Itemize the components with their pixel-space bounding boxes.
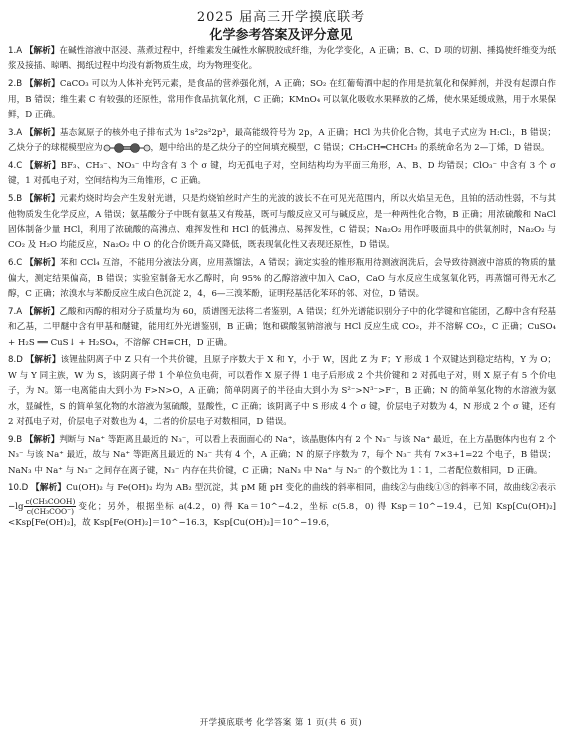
answer-text: 苯和 CCl₄ 互溶，不能用分液法分离，应用蒸馏法，A 错误；滴定实验的锥形瓶用待测液润洗后，会导致待测液中溶质的物质的量偏大，测定结果偏高，B 错误；实验室制备无水乙醇时，向 95% 的乙醇溶液中加入 CaO，CaO 与水反应生成氢氧化钙，再蒸馏可得无水乙醇，C 正确；浓溴水与苯酚反应生成白色沉淀 2，4，6—三溴苯酚，证明羟基活化苯环的邻、对位，D 错误。 — [8, 258, 556, 300]
answer-item-6 — [8, 256, 556, 302]
answer-number: 1.A — [8, 46, 23, 56]
fraction-denominator: c(CH₃COO⁻) — [26, 506, 75, 516]
page-subtitle: 化学参考答案及评分意见 — [209, 28, 353, 43]
answer-number: 2.B — [8, 79, 23, 90]
concentration-ratio-fraction — [24, 497, 76, 516]
answer-number: 9.B — [8, 434, 23, 445]
analysis-tag: 【解析】 — [24, 127, 60, 138]
analysis-tag: 【解析】 — [25, 161, 61, 172]
acetylene-ball-stick-model-icon — [103, 142, 151, 154]
answer-item-5 — [8, 192, 556, 254]
page-title: 2025 届高三开学摸底联考 — [196, 10, 366, 25]
answer-number: 7.A — [8, 306, 23, 317]
answer-number: 4.C — [8, 161, 23, 172]
answer-number: 6.C — [8, 258, 23, 269]
answer-item-4 — [8, 159, 556, 190]
answer-text: 判断与 Na⁺ 等距离且最近的 N₃⁻，可以看上表面面心的 Na⁺，该晶胞体内有 2 个 N₃⁻ 与该 Na⁺ 最近，在上方晶胞体内也有 2 个 N₃⁻ 与该 Na⁺ 最近，故与 Na⁺ 等距离且最近的 N₃⁻ 共有 4 个，A 正确；N 的原子序数为 7，每个 N₃⁻ 共有 7×3+1=22 个电子，B 错误；NaN₃ 中 Na⁺ 与 N₃⁻ 之间存在离子键，N₃⁻ 内存在共价键，C 正确；NaN₃ 中 Na⁺ 与 N₃⁻ 的个数比为 1∶1，二者配位数相同，D 正确。 — [8, 434, 556, 476]
answer-item-10 — [8, 481, 556, 531]
analysis-tag: 【解析】 — [31, 483, 67, 494]
answer-number: 5.B — [8, 194, 23, 205]
analysis-tag: 【解析】 — [24, 306, 60, 317]
answer-number: 10.D — [8, 483, 29, 494]
analysis-tag: 【解析】 — [25, 355, 61, 366]
answer-number: 8.D — [8, 355, 23, 366]
answer-text: 该锂盐阴离子中 Z 只有一个共价键，且原子序数大于 X 和 Y，小于 W，因此 Z 为 F；Y 形成 1 个双键达到稳定结构，Y 为 O；W 与 Y 同主族，W 为 S，该阴离子带 1 个单位负电荷，可以看作 X 原子得 1 电子后形成 2 个共价键和 2 对孤电子对，则 X 原子有 5 个价电子，为 N。第一电离能由大到小为 F>N>O，A 正确；简单阴离子的半径由大到小为 S²⁻>N³⁻>F⁻，B 正确；N 的简单氢化物的水溶液为氨水，显碱性，S 的简单氢化物的水溶液为氢硫酸，显酸性，C 正确；该阴离子中 S 形成 4 个 σ 键，价层电子对数为 4，N 形成 2 个 σ 键，还有 2 对孤电子对，价层电子对数也为 4，二者的价层电子对数相同，D 错误。 — [8, 355, 556, 428]
answer-text-part-a: Cu(OH)₂ 与 Fe(OH)₂ 均为 AB₂ 型沉淀，其 pM 随 pH 变化的曲线的斜率相同，曲线②与曲线①③的斜率不同，故曲线②表示 −lg — [8, 483, 557, 512]
fraction-numerator: c(CH₃COOH) — [25, 496, 76, 506]
analysis-tag: 【解析】 — [24, 434, 60, 445]
answer-item-7 — [8, 305, 556, 351]
answer-item-2 — [8, 77, 556, 123]
analysis-tag: 【解析】 — [24, 79, 60, 90]
answer-text-part-b: ，题中给出的是乙炔分子的空间填充模型，C 错误；CH₃CH═CHCH₃ 的系统命名为 2—丁烯，D 错误。 — [150, 143, 550, 154]
answer-text: 乙酸和丙醇的相对分子质量均为 60，质谱图无法将二者鉴别，A 错误；红外光谱能识别分子中的化学键和官能团，乙醇中含有羟基和乙基，二甲醚中含有甲基和醚键，能用红外光谱鉴别，B 正确；饱和碳酸氢钠溶液与 HCl 反应生成 CO₂，并不溶解 CO₂，C 正确；CuSO₄ + H₂S ══ CuS↓ + H₂SO₄，不溶解 CH≡CH，D 正确。 — [8, 306, 557, 348]
answer-text: 元素灼烧时均会产生发射光谱，只是灼烧铂丝时产生的光波的波长不在可见光范围内，所以火焰呈无色，且铂的活动性弱，不与其他物质发生化学反应，A 错误；氨基酸分子中既有氨基又有羧基，既可与酸反应又可与碱反应，是一种两性化合物，B 正确；用浓硫酸和 NaCl 固体制备少量 HCl，利用了浓硫酸的高沸点、难挥发性和 HCl 的低沸点、易挥发性，C 错误；Na₂O₂ 用作呼吸面具中的供氧剂时，Na₂O₂ 与 CO₂ 及 H₂O 均能反应，Na₂O₂ 中 O 的化合价既升高又降低，既表现氧化性又表现还原性，D 错误。 — [8, 194, 556, 251]
analysis-tag: 【解析】 — [24, 194, 60, 205]
answer-text: BF₃、CH₃⁻、NO₃⁻ 中均含有 3 个 σ 键，均无孤电子对，空间结构均为平面三角形，A、B、D 均错误；ClO₃⁻ 中含有 3 个 σ 键，1 对孤电子对，空间结构为三角锥形，C 正确。 — [8, 161, 556, 187]
answer-item-8 — [8, 353, 556, 430]
answer-item-1 — [8, 44, 556, 75]
analysis-tag: 【解析】 — [25, 258, 60, 269]
answer-item-9 — [8, 433, 556, 479]
answer-number: 3.A — [8, 127, 23, 138]
answer-list — [8, 44, 556, 531]
answer-text: 在碱性溶液中沤浸、蒸煮过程中，纤维素发生碱性水解脱胶成纤维，为化学变化，A 正确；B、C、D 项的切割、捶捣使纤维变为纸浆及接插、晾晒、揭纸过程中均没有新物质生成，均为物理变化。 — [8, 46, 557, 72]
page-footer: 开学摸底联考 化学答案 第 1 页(共 6 页) — [199, 717, 363, 727]
answer-text: CaCO₃ 可以为人体补充钙元素，是食品的营养强化剂，A 正确；SO₂ 在红葡萄酒中起的作用是抗氧化和保鲜剂，并没有起漂白作用，B 错误；维生素 C 有较强的还原性，常用作食品抗氧化剂，C 正确；KMnO₄ 可以氧化吸收水果释放的乙烯，使水果延缓成熟，用于水果保鲜，D 正确。 — [8, 79, 556, 121]
answer-text-part-b: 变化；另外，根据坐标 a(4.2，0) 得 Ka＝10^−4.2，坐标 c(5.8，0) 得 Ksp＝10^−19.4，已知 Ksp[Cu(OH)₂]<Ksp[Fe(OH)₂]，故 Ksp[Fe(OH)₂]＝10^−16.3，Ksp[Cu(OH)₂]＝10^−19.6， — [8, 501, 556, 528]
answer-text-part-a: 基态氮原子的核外电子排布式为 1s²2s²2p³，最高能级符号为 2p，A 正确；HCl 为共价化合物，其电子式应为 H:Cl:，B 错误；乙炔分子的球棍模型应为 — [8, 127, 556, 154]
analysis-tag: 【解析】 — [24, 46, 60, 56]
answer-item-3 — [8, 126, 556, 157]
